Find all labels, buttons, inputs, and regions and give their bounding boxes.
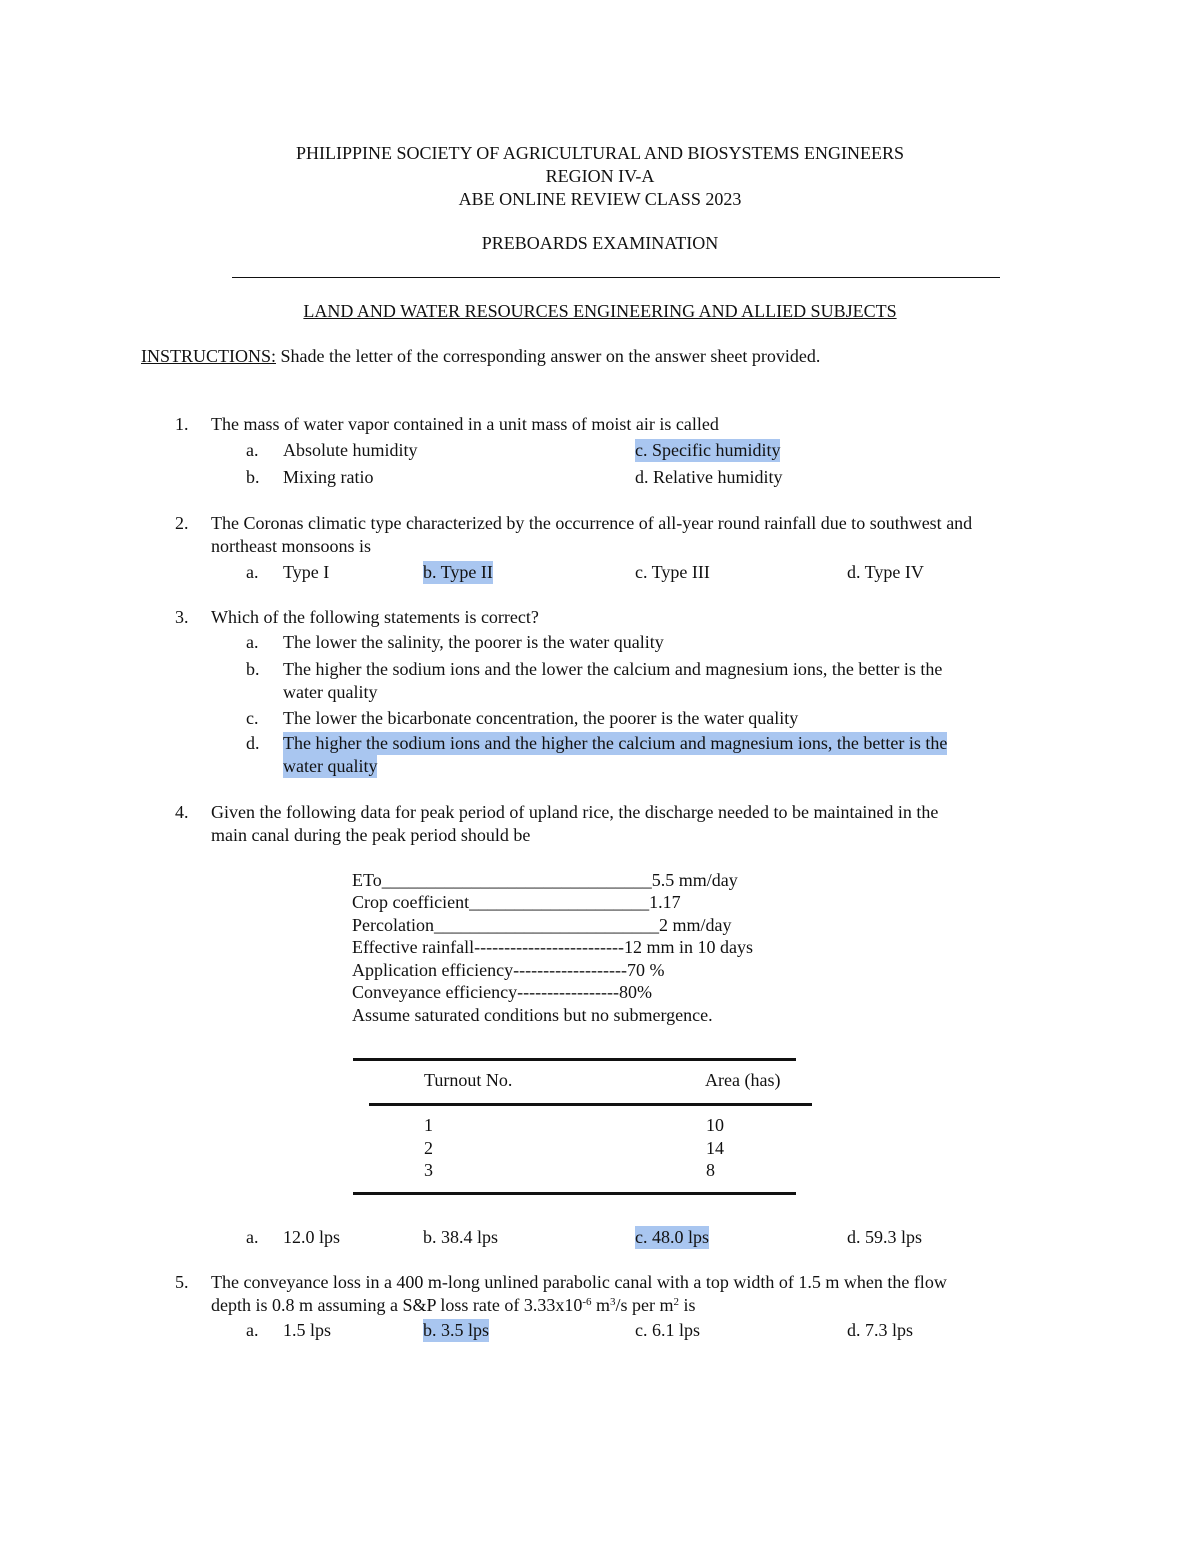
table-header: Turnout No. [424,1070,513,1090]
exam-title: PREBOARDS EXAMINATION [481,233,719,253]
option-text-highlighted: c. 48.0 lps [635,1227,709,1247]
option-text: Type I [283,562,330,582]
data-line: Effective rainfall-------------------------12 mm in 10 days [352,937,753,957]
option-letter: c. [246,708,259,728]
option-text: water quality [283,682,378,702]
option-text: The higher the sodium ions and the lower the calcium and magnesium ions, the better is the [283,659,943,679]
instructions-text: Shade the letter of the corresponding answer on the answer sheet provided. [276,346,821,366]
question-text: The conveyance loss in a 400 m-long unlined parabolic canal with a top width of 1.5 m when the flow [211,1272,947,1292]
option-text-highlighted: c. Specific humidity [635,440,781,460]
class-title: ABE ONLINE REVIEW CLASS 2023 [458,189,742,209]
table-bottom-rule [353,1192,796,1195]
region-title: REGION IV-A [545,166,655,186]
data-line: Percolation_________________________2 mm/day [352,915,732,935]
header-divider [232,277,1000,278]
instructions-label: INSTRUCTIONS: [141,346,277,366]
option-text: The lower the salinity, the poorer is the water quality [283,632,664,652]
table-cell: 14 [706,1138,724,1158]
table-cell: 10 [706,1115,724,1135]
option-letter: a. [246,1320,259,1340]
subject-title: LAND AND WATER RESOURCES ENGINEERING AND ALLIED SUBJECTS [303,301,897,321]
data-line: Crop coefficient____________________1.17 [352,892,681,912]
option-text-highlighted: b. Type II [423,562,493,582]
question-text: Which of the following statements is correct? [211,607,539,627]
option-letter: b. [246,659,260,679]
question-text: depth is 0.8 m assuming a S&P loss rate of $3.33x10^{-6}$ $m^3/s$ per $m^2$ is [211,1295,696,1315]
data-line: Assume saturated conditions but no submergence. [352,1005,713,1025]
option-text-highlighted: water quality [283,756,378,776]
question-number: 3. [175,607,189,627]
table-cell: 1 [424,1115,433,1135]
question-text: Given the following data for peak period of upland rice, the discharge needed to be maintained in the [211,802,939,822]
option-text: 12.0 lps [283,1227,341,1247]
option-letter: a. [246,562,259,582]
question-text: The mass of water vapor contained in a unit mass of moist air is called [211,414,719,434]
question-text: main canal during the peak period should be [211,825,531,845]
option-text: 1.5 lps [283,1320,332,1340]
data-line: ETo______________________________5.5 mm/day [352,870,738,890]
option-text: d. Type IV [847,562,924,582]
option-text-highlighted: b. 3.5 lps [423,1320,490,1340]
data-line: Application efficiency-------------------70 % [352,960,665,980]
option-text: The lower the bicarbonate concentration, the poorer is the water quality [283,708,799,728]
option-letter: a. [246,1227,259,1247]
option-text-highlighted: The higher the sodium ions and the higher the calcium and magnesium ions, the better is the [283,733,948,753]
table-header: Area (has) [705,1070,781,1090]
option-letter: d. [246,733,260,753]
question-number: 2. [175,513,189,533]
option-text: d. 59.3 lps [847,1227,923,1247]
instructions [141,345,820,368]
table-top-rule [353,1058,796,1061]
option-text: Mixing ratio [283,467,374,487]
option-text: d. Relative humidity [635,467,783,487]
data-line: Conveyance efficiency-----------------80% [352,982,652,1002]
question-number: 5. [175,1272,189,1292]
question-number: 1. [175,414,189,434]
option-letter: a. [246,440,259,460]
option-text: c. Type III [635,562,710,582]
question-text: The Coronas climatic type characterized by the occurrence of all-year round rainfall due to southwest and [211,513,973,533]
table-cell: 2 [424,1138,433,1158]
org-title: PHILIPPINE SOCIETY OF AGRICULTURAL AND BIOSYSTEMS ENGINEERS [295,143,905,163]
question-text: northeast monsoons is [211,536,371,556]
option-text: d. 7.3 lps [847,1320,914,1340]
option-letter: b. [246,467,260,487]
option-letter: a. [246,632,259,652]
question-number: 4. [175,802,189,822]
option-text: Absolute humidity [283,440,418,460]
table-cell: 8 [706,1160,715,1180]
table-cell: 3 [424,1160,433,1180]
option-text: b. 38.4 lps [423,1227,499,1247]
table-header-rule [369,1103,812,1106]
option-text: c. 6.1 lps [635,1320,700,1340]
